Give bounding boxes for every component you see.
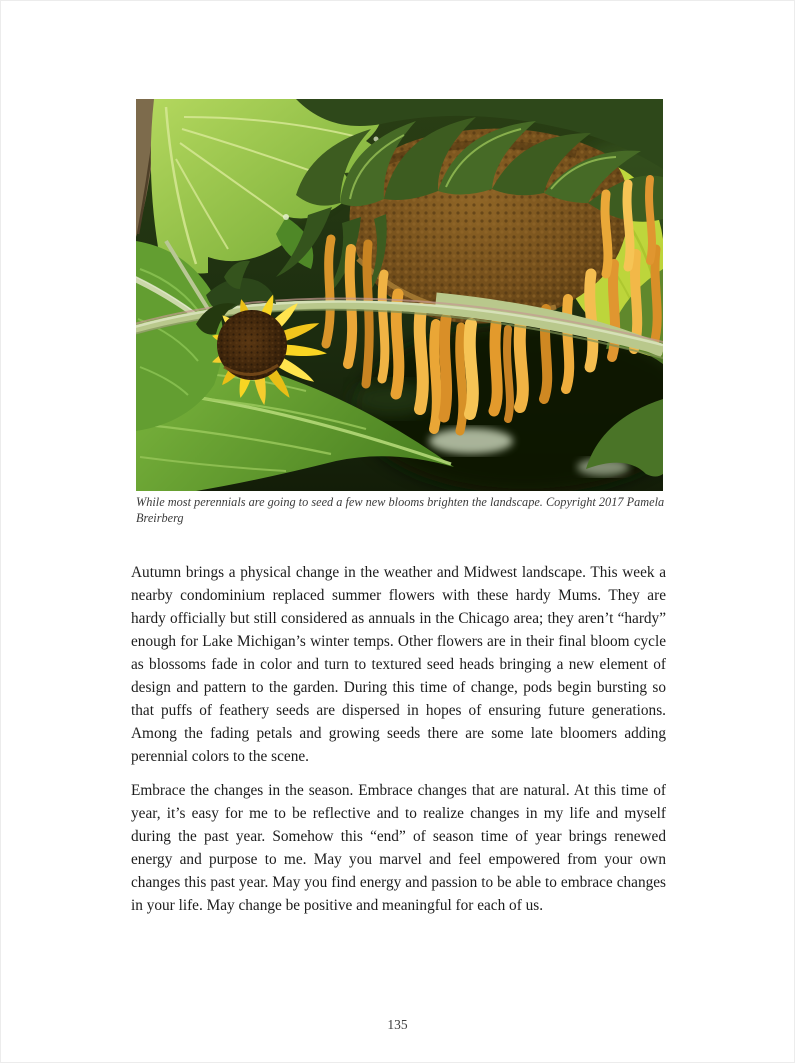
article-body [131, 561, 666, 928]
sunflower-photo [136, 99, 663, 491]
figure [136, 99, 663, 491]
body-paragraph-2: Embrace the changes in the season. Embrace changes that are natural. At this time of year, it’s easy for me to be reflective and to realize changes in my life and myself during the past year. Somehow this “end” of season time of year brings renewed energy and purpose to me. May you marvel and feel empowered from your own changes this past year. May you find energy and passion to be able to embrace changes in your life. May change be positive and meaningful for each of us. [131, 782, 666, 914]
figure-caption: While most perennials are going to seed a few new blooms brighten the landscape. Copyright 2017 Pamela Breirberg [136, 495, 665, 525]
page-number: 135 [387, 1017, 408, 1032]
body-paragraph-1: Autumn brings a physical change in the weather and Midwest landscape. This week a nearby condominium replaced summer flowers with these hardy Mums. They are hardy officially but still considered as annuals in the Chicago area; they aren’t “hardy” enough for Lake Michigan’s winter temps. Other flowers are in their final bloom cycle as blossoms fade in color and turn to textured seed heads bringing a new element of design and pattern to the garden. During this time of change, pods begin bursting so that puffs of feathery seeds are dispersed in hopes of ensuring future generations. Among the fading petals and growing seeds there are some late bloomers adding perennial colors to the scene. [131, 564, 666, 765]
